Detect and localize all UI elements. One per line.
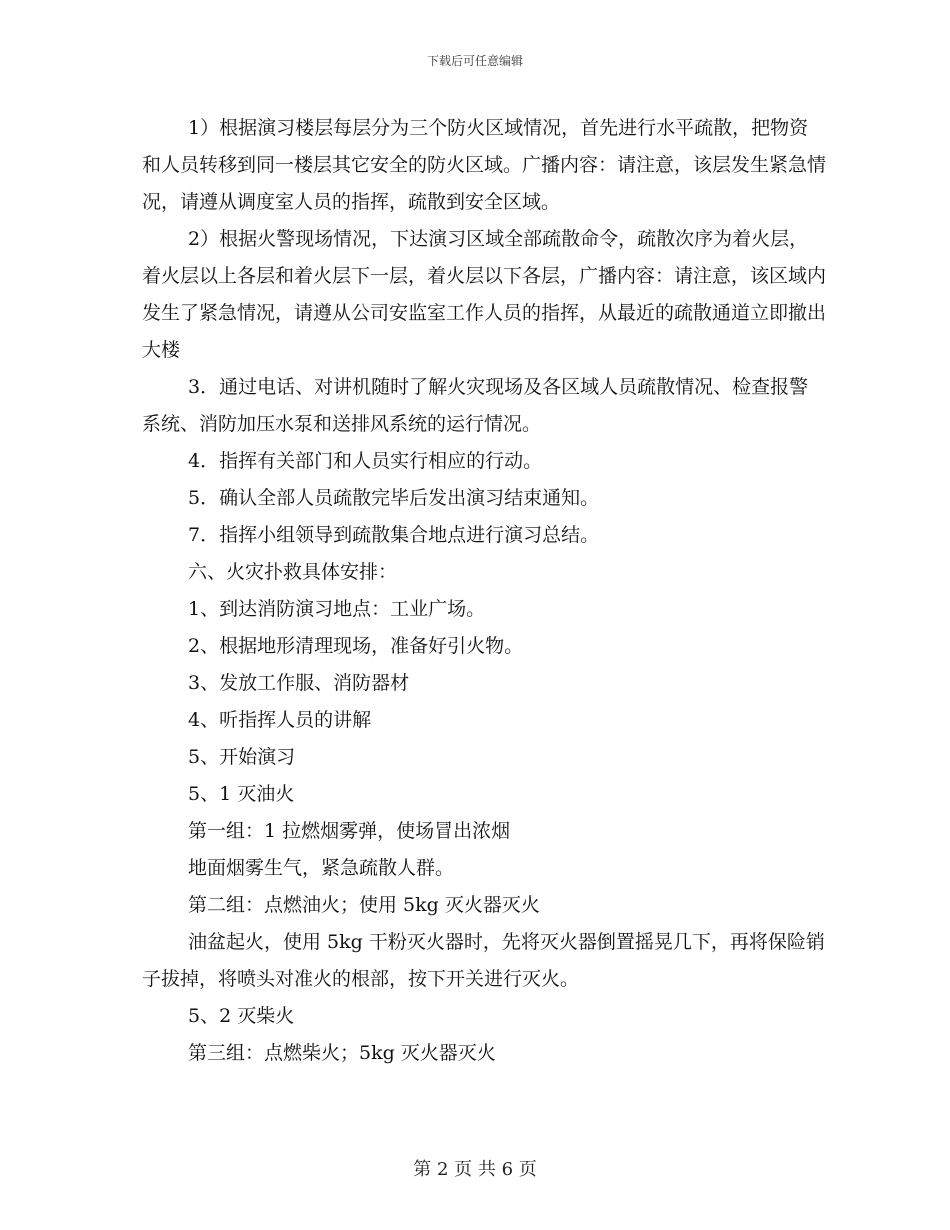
paragraph-full-evacuation: 2）根据火警现场情况，下达演习区域全部疏散命令，疏散次序为着火层，着火层以上各层和着火层下一层，着火层以下各层，广播内容：请注意，该区域内发生了紧急情况，请遵从公司安监室工作人员的指挥，从最近的疏散通道立即撤出大楼 [142,228,827,361]
subheading-oil-fire: 5、1 灭油火 [188,783,295,805]
paragraph-summary: 7．指挥小组领导到疏散集合地点进行演习总结。 [188,524,600,546]
group-three-step: 第三组：点燃柴火；5kg 灭火器灭火 [188,1042,496,1064]
paragraph-command-departments: 4．指挥有关部门和人员实行相应的行动。 [188,450,543,472]
group-one-step: 第一组：1 拉燃烟雾弹，使场冒出浓烟 [188,820,511,842]
subheading-wood-fire: 5、2 灭柴火 [188,1005,295,1027]
paragraph-end-notice: 5．确认全部人员疏散完毕后发出演习结束通知。 [188,487,600,509]
paragraph-horizontal-evacuation: 1）根据演习楼层每层分为三个防火区域情况，首先进行水平疏散，把物资和人员转移到同一楼层其它安全的防火区域。广播内容：请注意，该层发生紧急情况，请遵从调度室人员的指挥，疏散到安全区域。 [142,117,827,213]
list-item-briefing: 4、听指挥人员的讲解 [188,709,372,731]
section-heading-firefighting: 六、火灾扑救具体安排： [188,561,398,583]
document-body [142,110,827,1072]
group-two-detail: 油盆起火，使用 5kg 干粉灭火器时，先将灭火器倒置摇晃几下，再将保险销子拔掉，将喷头对准火的根部，按下开关进行灭火。 [142,931,825,990]
paragraph-communication: 3．通过电话、对讲机随时了解火灾现场及各区域人员疏散情况、检查报警系统、消防加压水泵和送排风系统的运行情况。 [142,376,809,435]
list-item-clear-site: 2、根据地形清理现场，准备好引火物。 [188,635,524,657]
list-item-equipment: 3、发放工作服、消防器材 [188,672,410,694]
page-header: 下载后可任意编辑 [426,54,523,68]
page-number: 第 2 页 共 6 页 [413,1159,537,1180]
group-two-step: 第二组：点燃油火；使用 5kg 灭火器灭火 [188,894,540,916]
list-item-start-drill: 5、开始演习 [188,746,296,768]
list-item-location: 1、到达消防演习地点：工业广场。 [188,598,486,620]
group-one-detail: 地面烟雾生气，紧急疏散人群。 [188,857,455,879]
